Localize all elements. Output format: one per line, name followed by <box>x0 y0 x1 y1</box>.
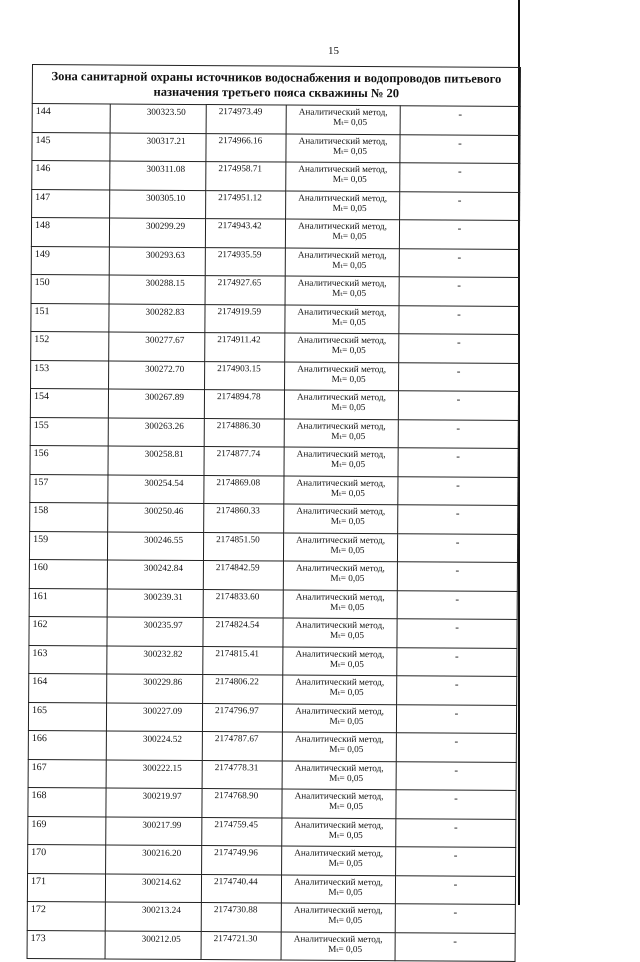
method-precision: Мₜ= 0,05 <box>328 943 363 954</box>
point-number-cell: 160 <box>29 559 107 588</box>
y-coordinate-cell: 2174721.30 <box>201 931 281 960</box>
method-precision: Мₜ= 0,05 <box>332 230 367 242</box>
method-precision: Мₜ= 0,05 <box>328 886 363 897</box>
x-coordinate-cell: 300250.46 <box>108 503 204 532</box>
method-cell <box>282 846 396 875</box>
y-coordinate-cell: 2174927.65 <box>205 276 285 305</box>
method-cell <box>286 105 400 134</box>
x-coordinate-cell: 300311.08 <box>110 161 206 190</box>
dash-cell: - <box>399 362 519 391</box>
method-cell <box>285 305 399 334</box>
method-cell <box>284 447 398 476</box>
y-coordinate-cell: 2174943.42 <box>205 219 285 248</box>
dash-cell: - <box>396 704 516 733</box>
point-number-cell: 173 <box>27 930 105 959</box>
method-label: Аналитический метод, <box>294 733 384 745</box>
point-number-cell: 158 <box>30 502 108 531</box>
x-coordinate-cell: 300246.55 <box>107 531 203 560</box>
header-line-2: назначения третьего пояса скважины № 20 <box>153 84 400 101</box>
point-number-cell: 164 <box>29 673 107 702</box>
method-cell <box>284 419 398 448</box>
y-coordinate-cell: 2174886.30 <box>204 418 284 447</box>
method-label: Аналитический метод, <box>295 591 385 602</box>
method-precision: Мₜ= 0,05 <box>333 116 368 128</box>
point-number-cell: 162 <box>29 616 107 645</box>
dash-cell: - <box>395 875 515 904</box>
x-coordinate-cell: 300317.21 <box>110 132 206 161</box>
table-row <box>30 417 518 448</box>
table-row <box>30 474 518 505</box>
method-precision: Мₜ= 0,05 <box>330 544 365 555</box>
method-precision: Мₜ= 0,05 <box>331 401 366 413</box>
x-coordinate-cell: 300219.97 <box>106 788 202 817</box>
dash-cell: - <box>395 932 515 961</box>
dash-cell: - <box>396 818 516 847</box>
method-cell <box>286 162 400 191</box>
table-row <box>27 930 515 961</box>
table-row <box>28 816 516 847</box>
dash-cell: - <box>399 277 519 306</box>
method-precision: Мₜ= 0,05 <box>329 686 364 698</box>
method-cell <box>286 134 400 163</box>
table-row <box>27 901 515 932</box>
x-coordinate-cell: 300258.81 <box>108 446 204 475</box>
x-coordinate-cell: 300277.67 <box>109 332 205 361</box>
dash-cell: - <box>400 106 520 135</box>
table-row <box>28 702 516 733</box>
method-label: Аналитический метод, <box>298 192 388 203</box>
y-coordinate-cell: 2174869.08 <box>204 475 284 504</box>
table-header <box>32 65 520 107</box>
method-label: Аналитический метод, <box>297 249 387 260</box>
document-table-wrap <box>32 64 520 959</box>
point-number-cell: 154 <box>30 388 108 417</box>
dash-cell: - <box>397 533 517 562</box>
y-coordinate-cell: 2174740.44 <box>201 874 281 903</box>
dash-cell: - <box>398 505 518 534</box>
method-cell <box>281 932 395 961</box>
method-cell <box>283 618 397 647</box>
dash-cell: - <box>397 590 517 619</box>
method-precision: Мₜ= 0,05 <box>332 173 367 185</box>
method-precision: Мₜ= 0,05 <box>330 487 365 498</box>
method-precision: Мₜ= 0,05 <box>330 601 365 612</box>
point-number-cell: 170 <box>28 844 106 873</box>
method-cell <box>283 533 397 562</box>
table-row <box>29 559 517 590</box>
dash-cell: - <box>399 305 519 334</box>
x-coordinate-cell: 300263.26 <box>108 417 204 446</box>
x-coordinate-cell: 300254.54 <box>108 474 204 503</box>
y-coordinate-cell: 2174806.22 <box>203 675 283 704</box>
x-coordinate-cell: 300229.86 <box>107 674 203 703</box>
x-coordinate-cell: 300212.05 <box>105 930 201 959</box>
x-coordinate-cell: 300217.99 <box>106 816 202 845</box>
table-row <box>27 873 515 904</box>
y-coordinate-cell: 2174903.15 <box>205 361 285 390</box>
x-coordinate-cell: 300282.83 <box>109 303 205 332</box>
point-number-cell: 153 <box>31 360 109 389</box>
dash-cell: - <box>397 619 517 648</box>
point-number-cell: 152 <box>31 331 109 360</box>
point-number-cell: 172 <box>27 901 105 930</box>
point-number-cell: 163 <box>29 645 107 674</box>
y-coordinate-cell: 2174824.54 <box>203 618 283 647</box>
table-row <box>31 218 519 249</box>
method-cell <box>282 789 396 818</box>
table-row <box>32 104 520 135</box>
point-number-cell: 157 <box>30 474 108 503</box>
point-number-cell: 145 <box>32 132 110 161</box>
dash-cell: - <box>398 476 518 505</box>
point-number-cell: 168 <box>28 787 106 816</box>
point-number-cell: 166 <box>28 730 106 759</box>
method-label: Аналитический метод, <box>294 819 384 830</box>
method-label: Аналитический метод, <box>298 106 388 118</box>
point-number-cell: 171 <box>27 873 105 902</box>
point-number-cell: 149 <box>31 246 109 275</box>
method-precision: Мₜ= 0,05 <box>330 515 365 527</box>
method-precision: Мₜ= 0,05 <box>331 458 366 470</box>
method-label: Аналитический метод, <box>297 334 387 346</box>
method-label: Аналитический метод, <box>297 391 386 403</box>
x-coordinate-cell: 300213.24 <box>105 902 201 931</box>
method-precision: Мₜ= 0,05 <box>329 629 365 641</box>
method-cell <box>284 476 398 505</box>
method-label: Аналитический метод, <box>293 904 383 916</box>
header-line-1: Зона санитарной охраны источников водоснабжения и водопроводов питьевого <box>51 69 502 86</box>
y-coordinate-cell: 2174966.16 <box>206 133 286 162</box>
method-label: Аналитический метод, <box>296 534 386 545</box>
method-cell <box>283 561 397 590</box>
method-label: Аналитический метод, <box>298 220 387 232</box>
point-number-cell: 146 <box>32 161 110 190</box>
method-cell <box>285 248 399 277</box>
method-label: Аналитический метод, <box>296 420 386 431</box>
method-label: Аналитический метод, <box>294 847 384 859</box>
dash-cell: - <box>398 419 518 448</box>
point-number-cell: 144 <box>32 104 110 133</box>
method-cell <box>283 590 397 619</box>
table-row <box>28 759 516 790</box>
method-label: Аналитический метод, <box>293 933 383 944</box>
dash-cell: - <box>399 220 519 249</box>
method-cell <box>283 675 397 704</box>
point-number-cell: 148 <box>31 218 109 247</box>
method-label: Аналитический метод, <box>294 762 384 773</box>
method-precision: Мₜ= 0,05 <box>331 316 366 327</box>
method-precision: Мₜ= 0,05 <box>329 658 364 669</box>
method-precision: Мₜ= 0,05 <box>331 430 366 441</box>
point-number-cell: 159 <box>29 531 107 560</box>
method-cell <box>285 362 399 391</box>
table-row <box>30 445 518 476</box>
x-coordinate-cell: 300216.20 <box>106 845 202 874</box>
dash-cell: - <box>400 134 520 163</box>
dash-cell: - <box>398 391 518 420</box>
dash-cell: - <box>396 733 516 762</box>
x-coordinate-cell: 300323.50 <box>110 104 206 133</box>
method-precision: Мₜ= 0,05 <box>328 800 364 812</box>
method-cell <box>285 276 399 305</box>
method-cell <box>281 875 395 904</box>
point-number-cell: 156 <box>30 445 108 474</box>
y-coordinate-cell: 2174815.41 <box>203 646 283 675</box>
method-cell <box>282 818 396 847</box>
method-precision: Мₜ= 0,05 <box>332 287 367 299</box>
method-label: Аналитический метод, <box>297 306 387 317</box>
method-precision: Мₜ= 0,05 <box>328 829 363 840</box>
table-row <box>31 331 519 362</box>
method-precision: Мₜ= 0,05 <box>328 857 363 869</box>
y-coordinate-cell: 2174787.67 <box>202 732 282 761</box>
x-coordinate-cell: 300227.09 <box>106 702 202 731</box>
table-row <box>31 246 519 277</box>
method-precision: Мₜ= 0,05 <box>331 344 366 356</box>
dash-cell: - <box>400 191 520 220</box>
x-coordinate-cell: 300224.52 <box>106 731 202 760</box>
method-label: Аналитический метод, <box>296 505 386 517</box>
y-coordinate-cell: 2174759.45 <box>202 817 282 846</box>
x-coordinate-cell: 300299.29 <box>109 218 205 247</box>
method-label: Аналитический метод, <box>298 163 388 175</box>
y-coordinate-cell: 2174768.90 <box>202 789 282 818</box>
table-row <box>29 588 517 619</box>
point-number-cell: 169 <box>28 816 106 845</box>
x-coordinate-cell: 300293.63 <box>109 246 205 275</box>
method-label: Аналитический метод, <box>295 619 385 631</box>
method-label: Аналитический метод, <box>295 648 385 659</box>
y-coordinate-cell: 2174877.74 <box>204 447 284 476</box>
point-number-cell: 161 <box>29 588 107 617</box>
point-number-cell: 151 <box>31 303 109 332</box>
method-cell <box>284 504 398 533</box>
y-coordinate-cell: 2174951.12 <box>206 190 286 219</box>
method-label: Аналитический метод, <box>296 448 386 460</box>
method-cell <box>284 390 398 419</box>
method-precision: Мₜ= 0,05 <box>331 373 366 384</box>
table-row <box>32 132 520 163</box>
method-cell <box>285 219 399 248</box>
method-precision: Мₜ= 0,05 <box>332 259 367 270</box>
table-row <box>31 360 519 391</box>
method-cell <box>282 732 396 761</box>
table-row <box>29 645 517 676</box>
table-row <box>30 388 518 419</box>
table-row <box>32 189 520 220</box>
table-row <box>32 161 520 192</box>
x-coordinate-cell: 300305.10 <box>110 189 206 218</box>
x-coordinate-cell: 300222.15 <box>106 759 202 788</box>
y-coordinate-cell: 2174796.97 <box>202 703 282 732</box>
point-number-cell: 167 <box>28 759 106 788</box>
y-coordinate-cell: 2174778.31 <box>202 760 282 789</box>
method-cell <box>281 903 395 932</box>
method-precision: Мₜ= 0,05 <box>329 772 364 783</box>
method-precision: Мₜ= 0,05 <box>330 572 365 584</box>
dash-cell: - <box>397 562 517 591</box>
y-coordinate-cell: 2174973.49 <box>206 105 286 134</box>
table-row <box>31 303 519 334</box>
y-coordinate-cell: 2174842.59 <box>203 561 283 590</box>
method-label: Аналитический метод, <box>295 562 385 574</box>
method-precision: Мₜ= 0,05 <box>332 202 367 213</box>
x-coordinate-cell: 300267.89 <box>108 389 204 418</box>
method-precision: Мₜ= 0,05 <box>332 145 368 156</box>
method-precision: Мₜ= 0,05 <box>329 743 364 755</box>
x-coordinate-cell: 300235.97 <box>107 617 203 646</box>
point-number-cell: 150 <box>31 274 109 303</box>
method-cell <box>282 704 396 733</box>
table-header-row <box>32 65 520 107</box>
x-coordinate-cell: 300214.62 <box>105 873 201 902</box>
method-label: Аналитический метод, <box>296 477 386 488</box>
dash-cell: - <box>398 448 518 477</box>
method-precision: Мₜ= 0,05 <box>329 715 364 726</box>
table-row <box>28 730 516 761</box>
method-cell <box>285 333 399 362</box>
dash-cell: - <box>400 163 520 192</box>
table-row <box>28 844 516 875</box>
table-row <box>30 502 518 533</box>
coordinates-table <box>27 64 521 962</box>
y-coordinate-cell: 2174894.78 <box>204 390 284 419</box>
method-label: Аналитический метод, <box>294 790 384 802</box>
y-coordinate-cell: 2174851.50 <box>203 532 283 561</box>
dash-cell: - <box>397 647 517 676</box>
y-coordinate-cell: 2174860.33 <box>204 504 284 533</box>
dash-cell: - <box>395 904 515 933</box>
table-row <box>31 274 519 305</box>
x-coordinate-cell: 300232.82 <box>107 645 203 674</box>
method-label: Аналитический метод, <box>295 676 385 688</box>
y-coordinate-cell: 2174749.96 <box>202 846 282 875</box>
method-label: Аналитический метод, <box>295 705 385 716</box>
x-coordinate-cell: 300239.31 <box>107 588 203 617</box>
method-cell <box>286 191 400 220</box>
dash-cell: - <box>396 847 516 876</box>
point-number-cell: 165 <box>28 702 106 731</box>
point-number-cell: 155 <box>30 417 108 446</box>
x-coordinate-cell: 300288.15 <box>109 275 205 304</box>
y-coordinate-cell: 2174730.88 <box>201 903 281 932</box>
table-row <box>29 673 517 704</box>
x-coordinate-cell: 300242.84 <box>107 560 203 589</box>
dash-cell: - <box>399 334 519 363</box>
method-cell <box>282 761 396 790</box>
x-coordinate-cell: 300272.70 <box>109 360 205 389</box>
y-coordinate-cell: 2174911.42 <box>205 333 285 362</box>
y-coordinate-cell: 2174919.59 <box>205 304 285 333</box>
method-label: Аналитический метод, <box>298 135 388 146</box>
point-number-cell: 147 <box>32 189 110 218</box>
y-coordinate-cell: 2174833.60 <box>203 589 283 618</box>
dash-cell: - <box>396 790 516 819</box>
method-label: Аналитический метод, <box>297 277 387 289</box>
dash-cell: - <box>399 248 519 277</box>
method-cell <box>283 647 397 676</box>
y-coordinate-cell: 2174958.71 <box>206 162 286 191</box>
table-row <box>28 787 516 818</box>
page-number: 15 <box>328 45 339 57</box>
dash-cell: - <box>397 676 517 705</box>
y-coordinate-cell: 2174935.59 <box>205 247 285 276</box>
dash-cell: - <box>396 761 516 790</box>
method-precision: Мₜ= 0,05 <box>328 914 363 926</box>
table-row <box>29 531 517 562</box>
method-label: Аналитический метод, <box>294 876 383 887</box>
table-row <box>29 616 517 647</box>
method-label: Аналитический метод, <box>297 363 387 374</box>
